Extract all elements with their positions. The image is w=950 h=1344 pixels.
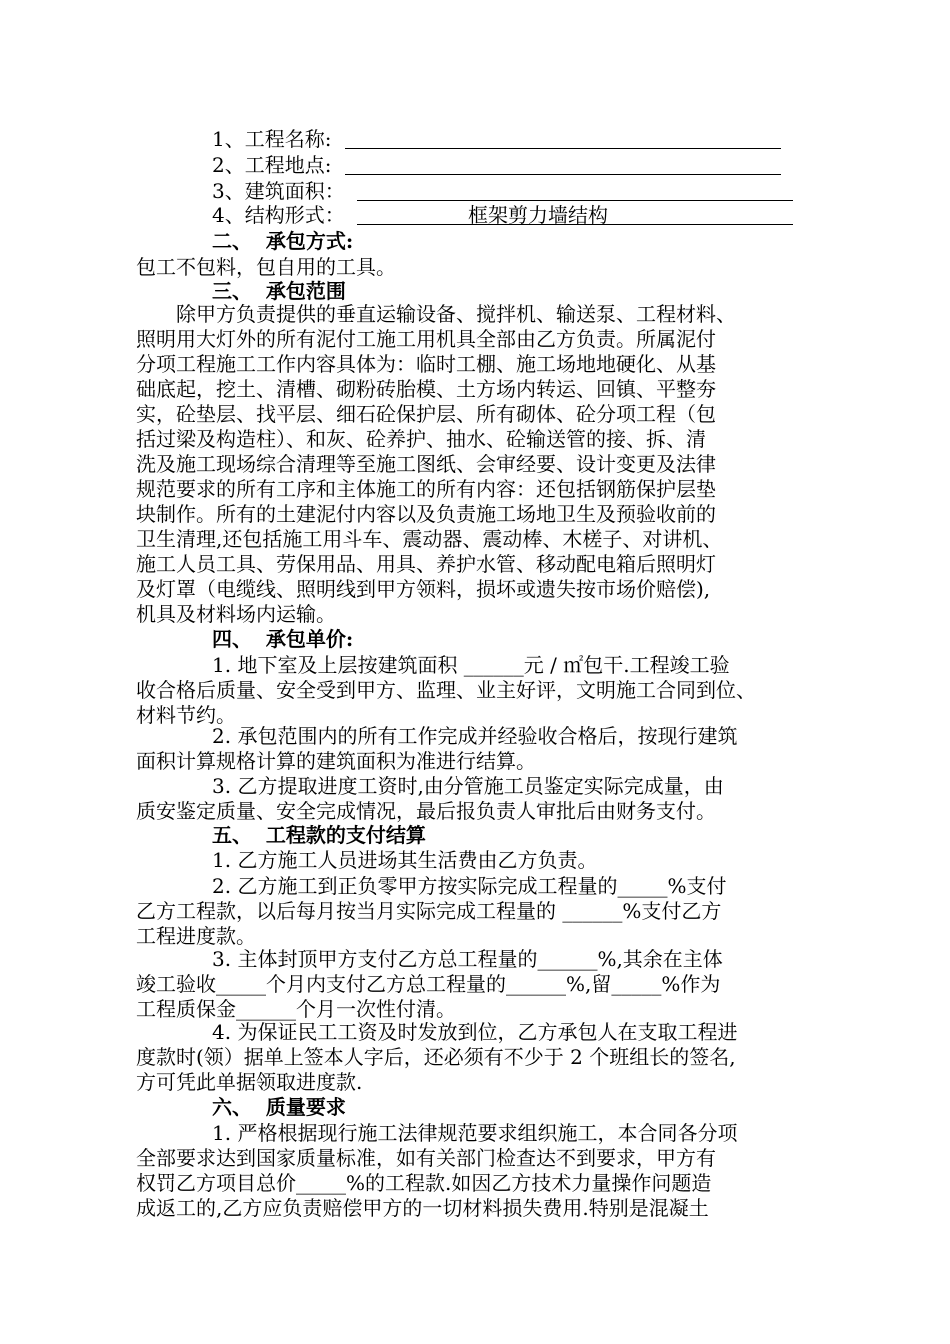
field-structure-type-label: 4、结构形式： [212, 203, 345, 227]
field-structure-type-value: 框架剪力墙结构 [468, 203, 608, 227]
quality-line: 权罚乙方项目总价_____%的工程款.如因乙方技术力量操作问题造 [136, 1171, 712, 1195]
field-structure-type-line [357, 224, 793, 225]
field-building-area-line [357, 200, 793, 201]
scope-line: 及灯罩（电缆线、照明线到甲方领料，损坏或遗失按市场价赔偿), [136, 577, 711, 601]
scope-line: 分项工程施工工作内容具体为：临时工棚、施工场地地硬化、从基 [136, 352, 716, 376]
scope-line: 实，砼垫层、找平层、细石砼保护层、所有砌体、砼分项工程（包 [136, 402, 716, 426]
quality-line: 成返工的,乙方应负责赔偿甲方的一切材料损失费用.特别是混凝土 [136, 1196, 709, 1220]
scope-line: 施工人员工具、劳保用品、用具、养护水管、移动配电箱后照明灯 [136, 552, 716, 576]
unit-price-line: 3. 乙方提取进度工资时,由分管施工员鉴定实际完成量，由 [212, 774, 724, 798]
unit-price-line: 收合格后质量、安全受到甲方、监理、业主好评，文明施工合同到位、 [136, 678, 756, 702]
payment-line: 方可凭此单据领取进度款. [136, 1070, 363, 1094]
payment-line: 4. 为保证民工工资及时发放到位，乙方承包人在支取工程进 [212, 1020, 738, 1044]
section-heading-payment: 五、 工程款的支付结算 [212, 823, 426, 847]
payment-line: 2. 乙方施工到正负零甲方按实际完成工程量的_____%支付 [212, 874, 727, 898]
scope-line: 括过梁及构造柱）、和灰、砼养护、抽水、砼输送管的接、拆、清 [136, 427, 706, 451]
scope-line: 照明用大灯外的所有泥付工施工用机具全部由乙方负责。所属泥付 [136, 327, 716, 351]
field-building-area-label: 3、建筑面积： [212, 179, 345, 203]
payment-line: 工程进度款。 [136, 924, 256, 948]
field-project-name-line [345, 148, 781, 149]
unit-price-line: 面积计算规格计算的建筑面积为准进行结算。 [136, 749, 536, 773]
payment-line: 3. 主体封顶甲方支付乙方总工程量的______%,其余在主体 [212, 947, 723, 971]
payment-line: 1. 乙方施工人员进场其生活费由乙方负责。 [212, 848, 598, 872]
scope-line: 机具及材料场内运输。 [136, 602, 336, 626]
section-heading-contract-scope: 三、 承包范围 [212, 279, 346, 303]
section-heading-quality: 六、 质量要求 [212, 1095, 346, 1119]
scope-line: 规范要求的所有工序和主体施工的所有内容：还包括钢筋保护层垫 [136, 477, 716, 501]
field-project-name-label: 1、工程名称: [212, 127, 332, 151]
unit-price-line: 材料节约。 [136, 703, 236, 727]
unit-price-line: 1. 地下室及上层按建筑面积 ______元 / ㎡包干.工程竣工验 [212, 653, 730, 677]
quality-line: 1. 严格根据现行施工法律规范要求组织施工，本合同各分项 [212, 1121, 738, 1145]
scope-line: 础底起，挖土、清槽、砌粉砖胎模、土方场内转运、回镇、平整夯 [136, 377, 716, 401]
scope-line: 卫生清理,还包括施工用斗车、震动器、震动棒、木槎子、对讲机、 [136, 527, 723, 551]
scope-line: 除甲方负责提供的垂直运输设备、搅拌机、输送泵、工程材料、 [176, 302, 736, 326]
field-project-location-line [345, 174, 781, 175]
section-text-contract-method: 包工不包料，包自用的工具。 [136, 255, 396, 279]
section-heading-contract-method: 二、 承包方式: [212, 229, 354, 253]
quality-line: 全部要求达到国家质量标准，如有关部门检查达不到要求，甲方有 [136, 1146, 716, 1170]
payment-line: 度款时(领）据单上签本人字后，还必须有不少于 2 个班组长的签名, [136, 1045, 736, 1069]
field-project-location-label: 2、工程地点: [212, 153, 332, 177]
unit-price-line: 质安鉴定质量、安全完成情况，最后报负责人审批后由财务支付。 [136, 799, 716, 823]
payment-line: 竣工验收_____个月内支付乙方总工程量的______%,留_____%作为 [136, 972, 721, 996]
unit-price-line: 2. 承包范围内的所有工作完成并经验收合格后，按现行建筑 [212, 724, 738, 748]
scope-line: 块制作。所有的土建泥付内容以及负责施工场地卫生及预验收前的 [136, 502, 716, 526]
payment-line: 乙方工程款，以后每月按当月实际完成工程量的 ______%支付乙方 [136, 899, 722, 923]
section-heading-unit-price: 四、 承包单价: [212, 627, 354, 651]
payment-line: 工程质保金______个月一次性付清。 [136, 997, 456, 1021]
scope-line: 洗及施工现场综合清理等至施工图纸、会审经要、设计变更及法律 [136, 452, 716, 476]
